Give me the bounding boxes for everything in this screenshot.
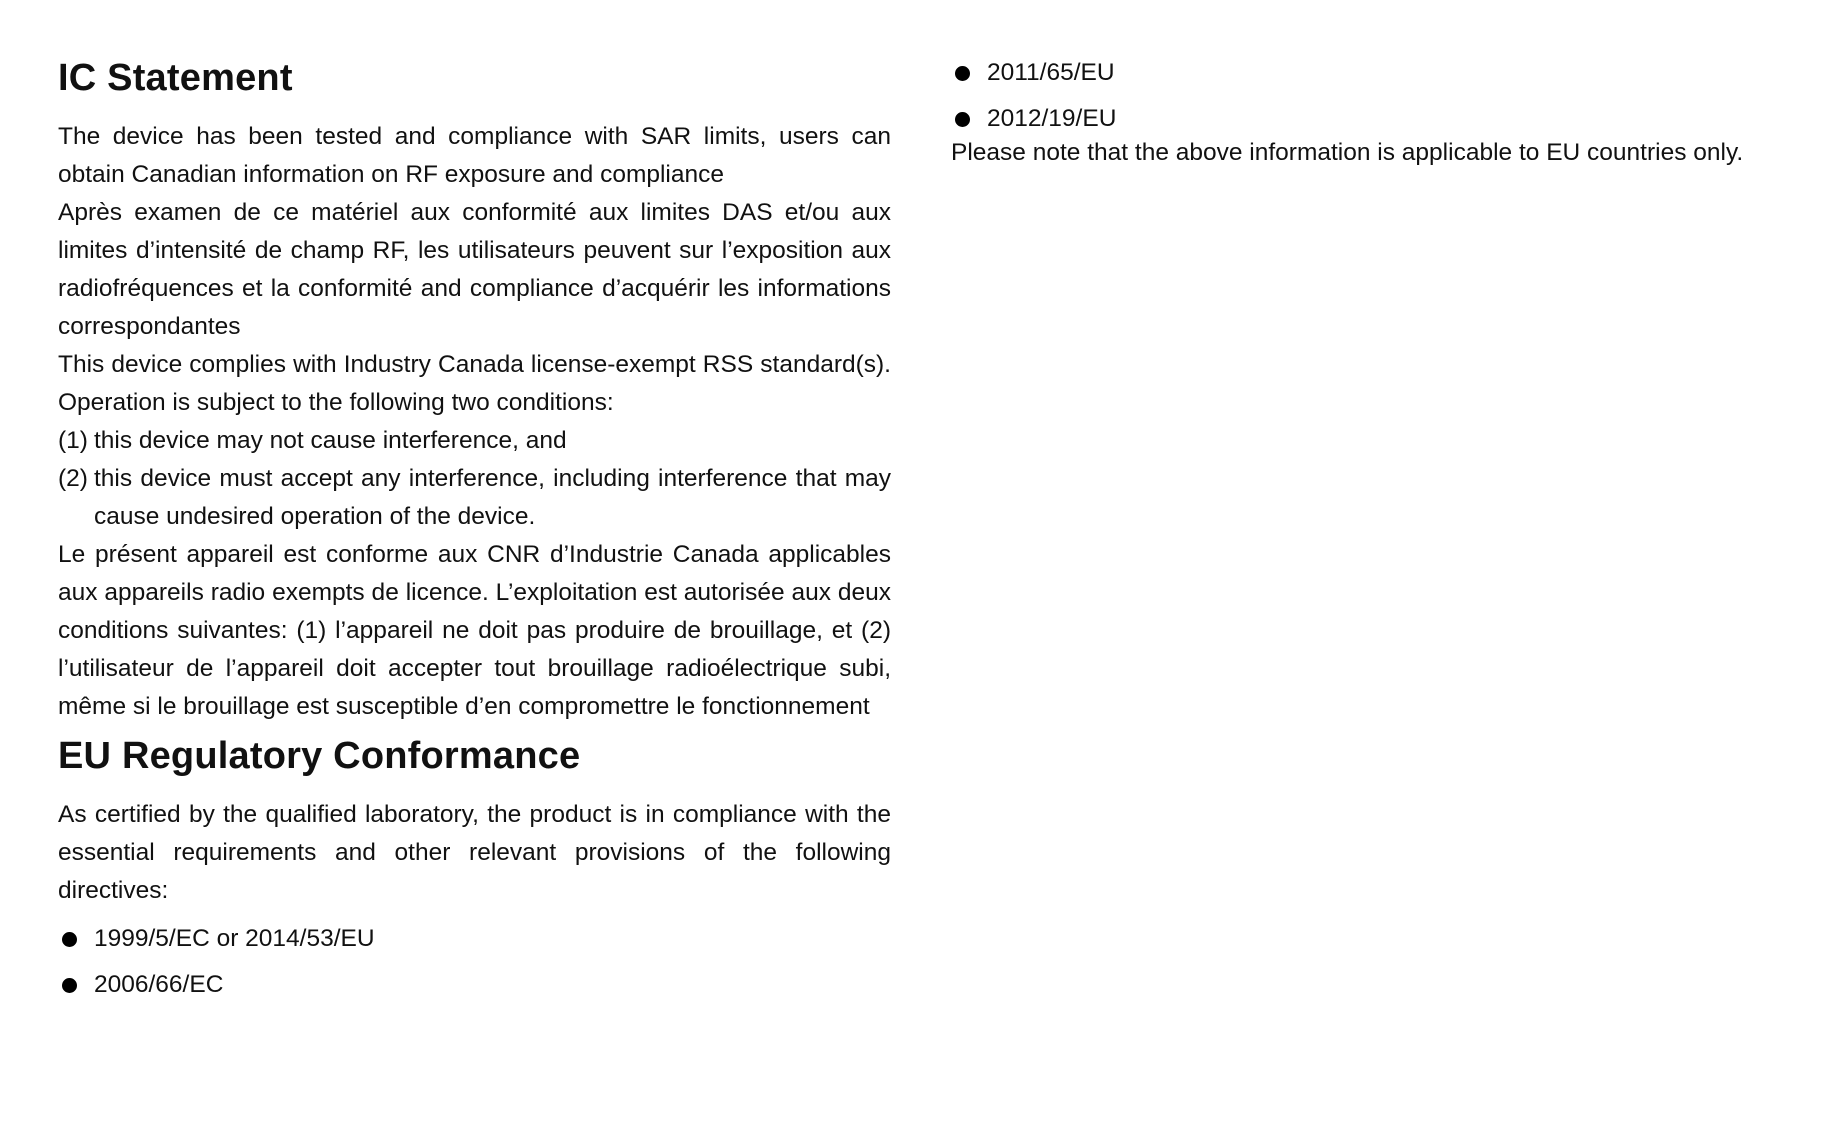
directive-item [58, 916, 891, 962]
directive-text: 1999/5/EC or 2014/53/EU [94, 925, 375, 952]
right-column [951, 0, 1791, 172]
directive-text: 2012/19/EU [987, 105, 1117, 132]
bullet-icon [62, 932, 77, 947]
condition-text: this device must accept any interference, including interference that may cause undesired operation of the device. [94, 465, 891, 530]
left-column [58, 0, 891, 1008]
directive-text: 2011/65/EU [987, 59, 1115, 86]
directive-list-right [951, 50, 1791, 142]
eu-regulatory-heading: EU Regulatory Conformance [58, 735, 581, 777]
directive-text: 2006/66/EC [94, 971, 224, 998]
condition-item-2 [58, 460, 891, 536]
eu-paragraph: As certified by the qualified laboratory, the product is in compliance with the essential requirements and other relevant provisions of the following directives: [58, 801, 891, 904]
eu-note: Please note that the above information is applicable to EU countries only. [951, 139, 1744, 166]
ic-paragraph-sar: The device has been tested and compliance with SAR limits, users can obtain Canadian information on RF exposure and compliance [58, 123, 891, 188]
directive-item [951, 50, 1791, 96]
ic-paragraph-rss: This device complies with Industry Canada license-exempt RSS standard(s). Operation is subject to the following two conditions: [58, 351, 891, 416]
bullet-icon [62, 978, 77, 993]
condition-number: (2) [58, 465, 88, 492]
bullet-icon [955, 112, 970, 127]
ic-paragraph-french-sar: Après examen de ce matériel aux conformité aux limites DAS et/ou aux limites d’intensité de champ RF, les utilisateurs peuvent sur l’exposition aux radiofréquences et la conformité and compliance d’acquérir les informations correspondantes [58, 199, 891, 340]
ic-statement-heading: IC Statement [58, 57, 293, 99]
condition-text: this device may not cause interference, and [94, 427, 567, 454]
condition-item-1 [58, 422, 891, 460]
ic-paragraph-french-cnr: Le présent appareil est conforme aux CNR d’Industrie Canada applicables aux appareils radio exempts de licence. L’exploitation est autorisée aux deux conditions suivantes: (1) l’appareil ne doit pas produire de brouillage, et (2) l’utilisateur de l’appareil doit accepter tout brouillage radioélectrique subi, même si le brouillage est susceptible d’en compromettre le fonctionnement [58, 541, 891, 720]
directive-list-left [58, 916, 891, 1008]
condition-number: (1) [58, 427, 88, 454]
bullet-icon [955, 66, 970, 81]
directive-item [58, 962, 891, 1008]
